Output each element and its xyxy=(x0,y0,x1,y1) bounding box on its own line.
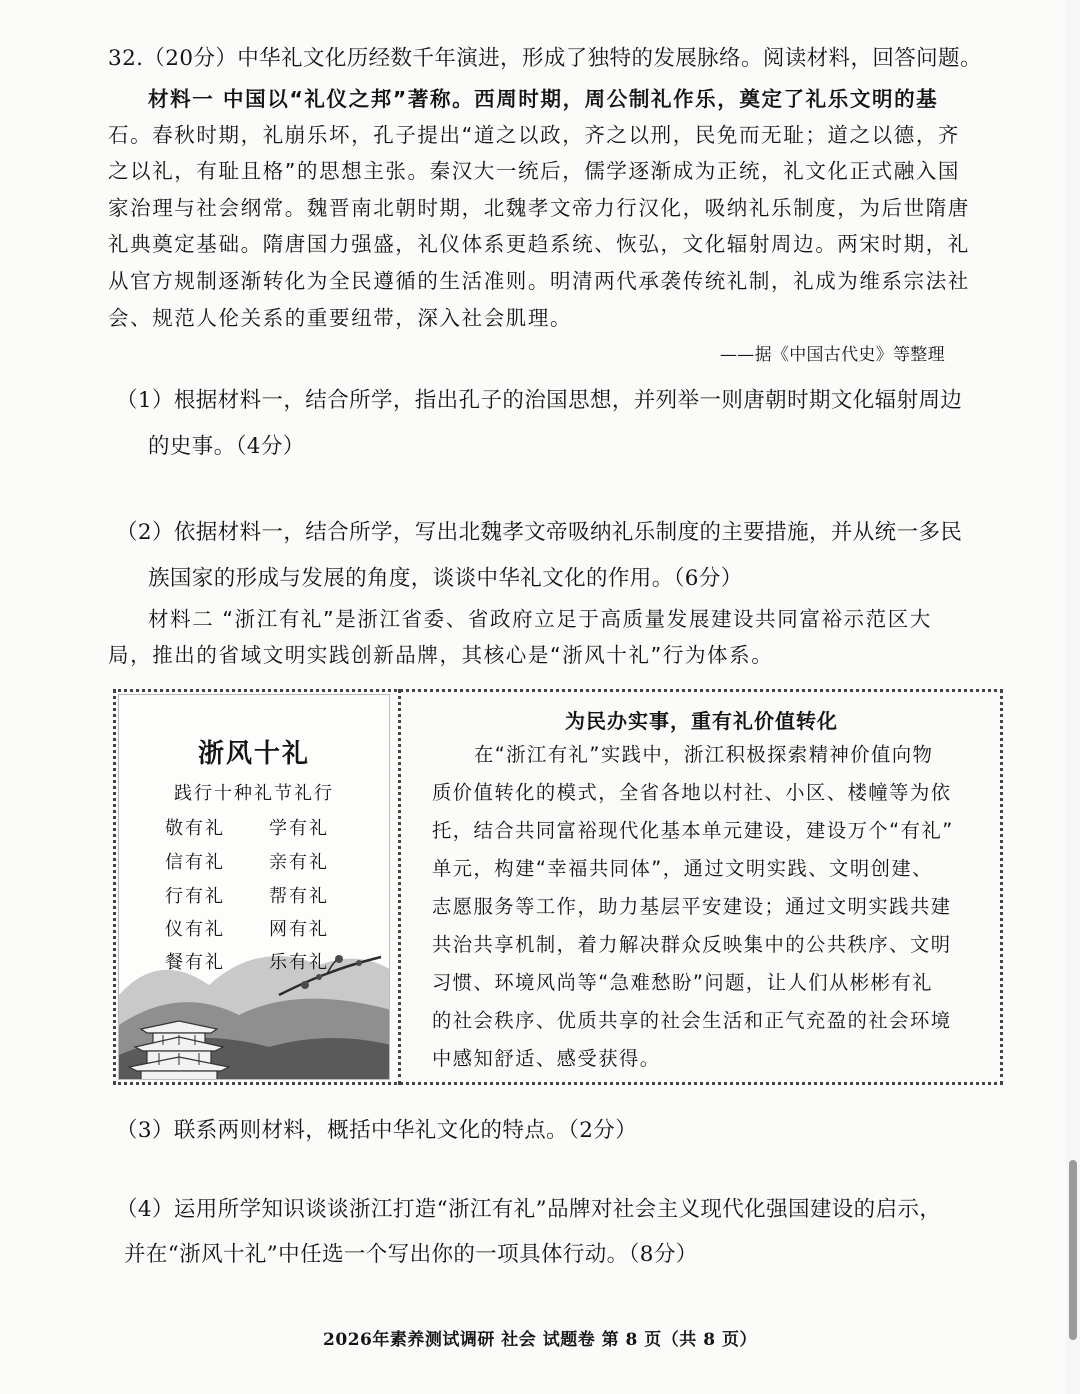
material1-line: 会、规范人伦关系的重要纽带，深入社会肌理。 xyxy=(108,306,573,330)
material1-line: 家治理与社会纲常。魏晋南北朝时期，北魏孝文帝力行汉化，吸纳礼乐制度，为后世隋唐 xyxy=(108,196,970,220)
page-footer: 2026年素养测试调研 社会 试题卷 第 8 页（共 8 页） xyxy=(323,1330,757,1350)
poster-item: 行有礼 xyxy=(165,886,225,907)
question-header: 32.（20分）中华礼文化历经数千年演进，形成了独特的发展脉络。阅读材料，回答问题。 xyxy=(108,46,982,71)
poster-panel xyxy=(118,694,390,1080)
question-2-line: 族国家的形成与发展的角度，谈谈中华礼文化的作用。（6分） xyxy=(148,566,743,591)
question-4-line: （4）运用所学知识谈谈浙江打造“浙江有礼”品牌对社会主义现代化强国建设的启示， xyxy=(116,1197,942,1222)
poster-item: 餐有礼 xyxy=(165,952,225,973)
question-4-line: 并在“浙风十礼”中任选一个写出你的一项具体行动。（8分） xyxy=(124,1242,698,1267)
poster-item: 学有礼 xyxy=(269,818,329,839)
material1-line: 材料一 中国以“礼仪之邦”著称。西周时期，周公制礼作乐，奠定了礼乐文明的基 xyxy=(148,87,939,111)
box-line: 中感知舒适、感受获得。 xyxy=(432,1047,661,1070)
box-line: 在“浙江有礼”实践中，浙江积极探索精神价值向物 xyxy=(474,743,934,766)
question-1-line: 的史事。（4分） xyxy=(148,434,305,459)
poster-item: 帮有礼 xyxy=(269,886,329,907)
poster-item: 乐有礼 xyxy=(269,952,329,973)
poster-title: 浙风十礼 xyxy=(197,739,310,769)
question-1-line: （1）根据材料一，结合所学，指出孔子的治国思想，并列举一则唐朝时期文化辐射周边 xyxy=(116,388,963,413)
box-title: 为民办实事，重有礼价值转化 xyxy=(565,709,838,733)
poster-item: 仪有礼 xyxy=(165,919,225,940)
material2-line: 局，推出的省域文明实践创新品牌，其核心是“浙风十礼”行为体系。 xyxy=(108,643,774,667)
box-divider xyxy=(398,689,401,1085)
box-line: 习惯、环境风尚等“急难愁盼”问题，让人们从彬彬有礼 xyxy=(432,971,933,994)
material1-line: 之以礼，有耻且格”的思想主张。秦汉大一统后，儒学逐渐成为正统，礼文化正式融入国 xyxy=(108,159,961,183)
box-line: 志愿服务等工作，助力基层平安建设；通过文明实践共建 xyxy=(432,895,952,918)
box-line: 托，结合共同富裕现代化基本单元建设，建设万个“有礼” xyxy=(432,819,954,842)
poster-item: 敬有礼 xyxy=(165,818,225,839)
poster-item: 信有礼 xyxy=(165,852,225,873)
material1-line: 从官方规制逐渐转化为全民遵循的生活准则。明清两代承袭传统礼制，礼成为维系宗法社 xyxy=(108,269,970,293)
poster-subtitle: 践行十种礼节礼行 xyxy=(174,783,334,804)
question-2-line: （2）依据材料一，结合所学，写出北魏孝文帝吸纳礼乐制度的主要措施，并从统一多民 xyxy=(116,520,963,545)
scrollbar-thumb[interactable] xyxy=(1069,1160,1077,1340)
box-line: 单元，构建“幸福共同体”，通过文明实践、文明创建、 xyxy=(432,857,933,880)
poster-item: 亲有礼 xyxy=(269,852,329,873)
material2-line: 材料二 “浙江有礼”是浙江省委、省政府立足于高质量发展建设共同富裕示范区大 xyxy=(148,607,932,631)
material1-source: ——据《中国古代史》等整理 xyxy=(720,345,945,365)
box-line: 的社会秩序、优质共享的社会生活和正气充盈的社会环境 xyxy=(432,1009,952,1032)
poster-item: 网有礼 xyxy=(269,919,329,940)
box-line: 质价值转化的模式，全省各地以村社、小区、楼幢等为依 xyxy=(432,781,952,804)
material1-line: 石。春秋时期，礼崩乐坏，孔子提出“道之以政，齐之以刑，民免而无耻；道之以德，齐 xyxy=(108,123,961,147)
box-line: 共治共享机制，着力解决群众反映集中的公共秩序、文明 xyxy=(432,933,952,956)
material1-line: 礼典奠定基础。隋唐国力强盛，礼仪体系更趋系统、恢弘，文化辐射周边。两宋时期，礼 xyxy=(108,232,970,256)
question-3: （3）联系两则材料，概括中华礼文化的特点。（2分） xyxy=(116,1118,638,1143)
